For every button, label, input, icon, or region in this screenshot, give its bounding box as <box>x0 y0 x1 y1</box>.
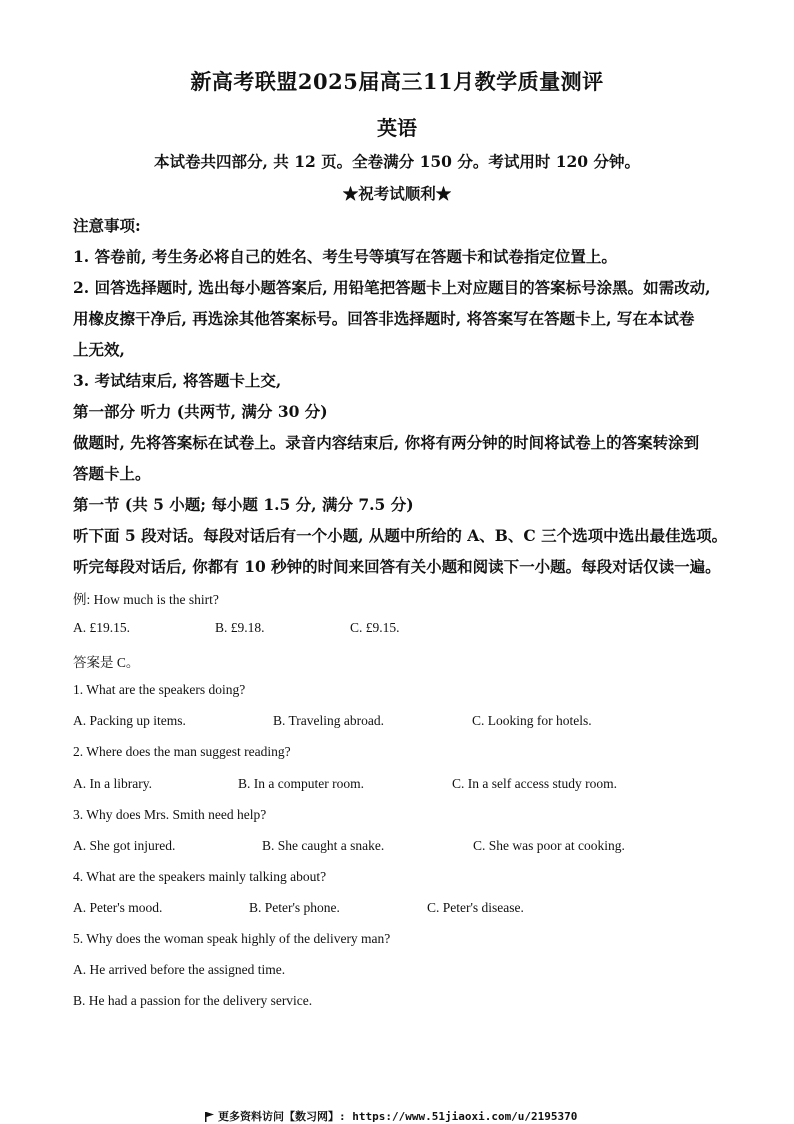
exam-title: 新高考联盟2025届高三11月教学质量测评 <box>190 69 604 94</box>
footer-link[interactable] <box>205 1108 577 1124</box>
note-line: 上无效, <box>73 340 125 359</box>
option-c: C. Peter's disease. <box>427 900 524 915</box>
note-line: 2. 回答选择题时, 选出每小题答案后, 用铅笔把答题卡上对应题目的答案标号涂黑。如需改动, <box>73 278 711 297</box>
note-line: 3. 考试结束后, 将答题卡上交, <box>73 371 282 390</box>
option-a: A. In a library. <box>73 776 152 791</box>
flag-icon <box>205 1112 214 1121</box>
note-line: 用橡皮擦干净后, 再选涂其他答案标号。回答非选择题时, 将答案写在答题卡上, 写在本试卷 <box>73 309 695 328</box>
option-a: A. Peter's mood. <box>73 900 163 915</box>
notes-heading: 注意事项: <box>73 216 141 235</box>
note-line: 1. 答卷前, 考生务必将自己的姓名、考生号等填写在答题卡和试卷指定位置上。 <box>73 247 617 266</box>
part1-heading: 第一部分 听力 (共两节, 满分 30 分) <box>73 402 328 421</box>
section1-heading: 第一节 (共 5 小题; 每小题 1.5 分, 满分 7.5 分) <box>73 495 414 514</box>
blessing: ★祝考试顺利★ <box>342 184 452 203</box>
option-b: B. She caught a snake. <box>262 838 385 853</box>
option-a: A. She got injured. <box>73 838 176 853</box>
example-question: 例: How much is the shirt? <box>73 592 219 607</box>
option-a: A. He arrived before the assigned time. <box>73 962 286 977</box>
part1-instruction: 答题卡上。 <box>73 464 151 483</box>
section1-instruction: 听完每段对话后, 你都有 10 秒钟的时间来回答有关小题和阅读下一小题。每段对话仅读一遍。 <box>73 557 721 576</box>
option-b: B. Peter's phone. <box>249 900 340 915</box>
question-text: 4. What are the speakers mainly talking about? <box>73 869 327 884</box>
subject-heading: 英语 <box>377 116 417 140</box>
option-c: C. She was poor at cooking. <box>473 838 625 853</box>
exam-info: 本试卷共四部分, 共 12 页。全卷满分 150 分。考试用时 120 分钟。 <box>154 152 640 171</box>
option-c: C. In a self access study room. <box>452 776 617 791</box>
example-option-c: C. £9.15. <box>350 620 400 635</box>
example-answer: 答案是 C。 <box>73 655 140 670</box>
example-option-a: A. £19.15. <box>73 620 130 635</box>
option-b: B. Traveling abroad. <box>273 713 384 728</box>
footer-text: 更多资料访问【数习网】: https://www.51jiaoxi.com/u/2195370 <box>218 1110 578 1123</box>
question-text: 1. What are the speakers doing? <box>73 682 246 697</box>
option-a: A. Packing up items. <box>73 713 186 728</box>
question-text: 3. Why does Mrs. Smith need help? <box>73 807 267 822</box>
question-text: 5. Why does the woman speak highly of the delivery man? <box>73 931 391 946</box>
part1-instruction: 做题时, 先将答案标在试卷上。录音内容结束后, 你将有两分钟的时间将试卷上的答案转涂到 <box>73 433 700 452</box>
option-b: B. In a computer room. <box>238 776 364 791</box>
option-c: C. Looking for hotels. <box>472 713 592 728</box>
option-b: B. He had a passion for the delivery service. <box>73 993 313 1008</box>
section1-instruction: 听下面 5 段对话。每段对话后有一个小题, 从题中所给的 A、B、C 三个选项中选出最佳选项。 <box>73 526 728 545</box>
question-text: 2. Where does the man suggest reading? <box>73 744 291 759</box>
example-option-b: B. £9.18. <box>215 620 265 635</box>
